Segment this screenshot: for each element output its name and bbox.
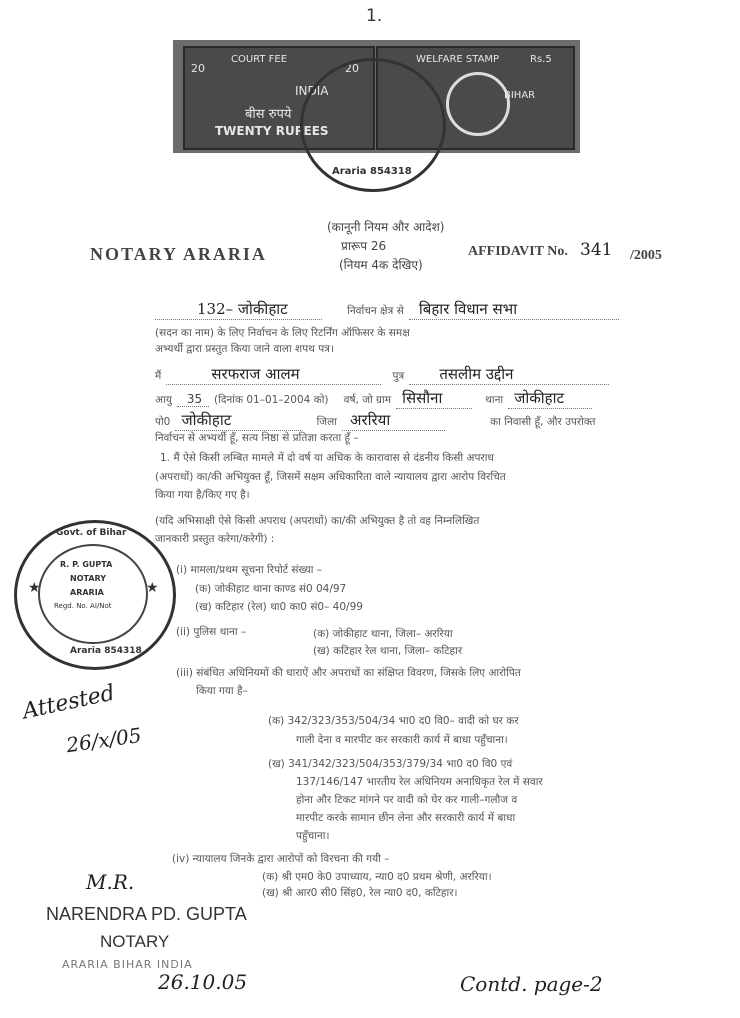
header-line3: (नियम 4क देखिए) bbox=[339, 258, 423, 272]
thana: जोकीहाट bbox=[508, 388, 592, 409]
seal-star-right-icon: ★ bbox=[146, 580, 159, 596]
constituency: 132– जोकीहाट bbox=[155, 299, 322, 320]
item-iv-label: (iv) न्यायालय जिनके द्वारा आरोपों को विरचना की गयी – bbox=[172, 853, 390, 865]
district-label: जिला bbox=[316, 416, 337, 428]
court-fee-value-right: 20 bbox=[345, 62, 359, 75]
seal-line4: Regd. No. AI/Not bbox=[54, 602, 112, 610]
item-iii-line1: (iii) संबंधित अधिनियमों की धाराऐं और अपराधों का संक्षिप्त विवरण, जिसके लिए आरोपित bbox=[176, 667, 521, 679]
para1-line3: किया गया है/किए गए है। bbox=[155, 489, 250, 501]
item-i-b: (ख) कटिहार (रेल) था0 का0 सं0– 40/99 bbox=[195, 601, 363, 613]
item-iii-b4: मारपीट करके सामान छीन लेना और सरकारी कार्य में बाधा bbox=[296, 812, 516, 824]
father-name: तसलीम उद्दीन bbox=[409, 364, 609, 385]
page-number: 1. bbox=[366, 6, 383, 26]
seal-star-left-icon: ★ bbox=[28, 580, 41, 596]
affidavit-label: AFFIDAVIT No. bbox=[468, 244, 568, 259]
village: सिसौना bbox=[396, 388, 472, 409]
son-of-label: पुत्र bbox=[392, 370, 405, 382]
para2-line1: (यदि अभिसाक्षी ऐसे किसी अपराध (अपराधों) का/की अभियुक्त है तो वह निम्नलिखित bbox=[155, 515, 480, 527]
deponent-name: सरफराज आलम bbox=[166, 364, 381, 385]
item-iv-b: (ख) श्री आर0 सी0 सिंह0, रेल न्या0 द0, कटिहार। bbox=[262, 887, 458, 899]
affidavit-year: /2005 bbox=[630, 248, 662, 263]
item-ii-b: (ख) कटिहार रेल थाना, जिला– कटिहार bbox=[313, 645, 463, 657]
intro-line1 bbox=[155, 299, 619, 320]
deponent-line3 bbox=[155, 410, 595, 431]
notary-stamp-heading: NOTARY ARARIA bbox=[90, 244, 267, 264]
notary-location: ARARIA BIHAR INDIA bbox=[62, 958, 193, 971]
item-iii-a2: गाली देना व मारपीट कर सरकारी कार्य में बाधा पहुँचाना। bbox=[296, 734, 508, 746]
seal-line3: ARARIA bbox=[70, 588, 104, 597]
prefix-main: मैं bbox=[155, 370, 162, 382]
para2-line2: जानकारी प्रस्तुत करेगा/करेगी) : bbox=[155, 533, 275, 545]
item-iv-a: (क) श्री एम0 के0 उपाध्याय, न्या0 द0 प्रथम श्रेणी, अररिया। bbox=[262, 871, 492, 883]
post-label: पो0 bbox=[155, 416, 171, 428]
age: 35 bbox=[177, 392, 209, 407]
resident-text: का निवासी हूँ, और उपरोक्त bbox=[490, 416, 596, 428]
house: बिहार विधान सभा bbox=[409, 299, 619, 320]
affidavit-number: 341 bbox=[580, 240, 613, 260]
para1-line1: 1. मैं ऐसे किसी लम्बित मामले में दो वर्ष या अधिक के कारावास से दंडनीय किसी अपराध bbox=[160, 452, 494, 464]
item-iii-b3: होना और टिकट मांगने पर वादी को घेर कर गाली–गलौज व bbox=[296, 794, 518, 806]
seal-line5: Govt. of Bihar bbox=[56, 528, 127, 538]
deponent-line4: निर्वाचन से अभ्यर्थी हूँ, सत्य निष्ठा से प्रतिज्ञा करता हूँ – bbox=[155, 432, 359, 444]
item-ii-a: (क) जोकीहाट थाना, जिला– अररिया bbox=[313, 628, 453, 640]
attested-signature: Attested bbox=[20, 680, 118, 725]
court-fee-india: INDIA bbox=[295, 84, 329, 98]
item-iii-b2: 137/146/147 भारतीय रेल अधिनियम अनाधिकृत रेल में सवार bbox=[296, 776, 543, 788]
item-i-label: (i) मामला/प्रथम सूचना रिपोर्ट संख्या – bbox=[176, 564, 323, 576]
item-iii-line2: किया गया है– bbox=[196, 685, 248, 697]
header-line1: (कानूनी नियम और आदेश) bbox=[327, 220, 445, 234]
seal-line2: NOTARY bbox=[70, 574, 107, 583]
notary-date: 26.10.05 bbox=[158, 970, 248, 994]
welfare-value: Rs.5 bbox=[530, 54, 552, 65]
attested-date: 26/x/05 bbox=[64, 722, 143, 758]
constituency-suffix: निर्वाचन क्षेत्र से bbox=[347, 305, 404, 317]
welfare-top: WELFARE STAMP bbox=[416, 54, 500, 65]
age-date: (दिनांक 01–01–2004 को) bbox=[214, 394, 329, 406]
court-fee-top: COURT FEE bbox=[231, 54, 288, 65]
district: अररिया bbox=[342, 410, 445, 431]
item-ii-label: (ii) पुलिस थाना – bbox=[176, 626, 247, 638]
postmark-text: Araria 854318 bbox=[332, 166, 412, 177]
notary-name: NARENDRA PD. GUPTA bbox=[46, 904, 247, 924]
continued-note: Contd. page-2 bbox=[460, 972, 603, 996]
seal-line1: R. P. GUPTA bbox=[60, 560, 113, 569]
seal-line6: Araria 854318 bbox=[70, 646, 142, 656]
age-label: आयु bbox=[155, 394, 172, 406]
court-fee-value-left: 20 bbox=[191, 62, 205, 75]
thana-label: थाना bbox=[485, 394, 504, 406]
post: जोकीहाट bbox=[175, 410, 301, 431]
intro-line3: अभ्यर्थी द्वारा प्रस्तुत किया जाने वाला शपथ पत्र। bbox=[155, 343, 334, 355]
notary-title: NOTARY bbox=[100, 932, 170, 951]
intro-line2: (सदन का नाम) के लिए निर्वाचन के लिए रिटर्निंग ऑफिसर के समक्ष bbox=[155, 327, 410, 339]
court-fee-hindi: बीस रुपये bbox=[245, 107, 292, 122]
deponent-line1 bbox=[155, 364, 609, 385]
deponent-line2 bbox=[155, 388, 592, 409]
item-iii-a1: (क) 342/323/353/504/34 भा0 द0 वि0– वादी को घर कर bbox=[268, 715, 519, 727]
item-i-a: (क) जोकीहाट थाना काण्ड सं0 04/97 bbox=[195, 583, 347, 595]
welfare-emblem bbox=[446, 72, 510, 136]
item-iii-b5: पहुँचाना। bbox=[296, 830, 330, 842]
age-suffix: वर्ष, जो ग्राम bbox=[343, 394, 391, 406]
notary-initials: M.R. bbox=[86, 870, 135, 894]
welfare-state: BIHAR bbox=[504, 90, 536, 101]
header-line2: प्रारूप 26 bbox=[341, 239, 387, 253]
court-fee-bottom: TWENTY RUPEES bbox=[215, 124, 329, 138]
para1-line2: (अपराधों) का/की अभियुक्त हूँ, जिसमें सक्षम अधिकारिता वाले न्यायालय द्वारा आरोप विरचित bbox=[155, 471, 506, 483]
item-iii-b1: (ख) 341/342/323/504/353/379/34 भा0 द0 वि0 एवं bbox=[268, 758, 513, 770]
